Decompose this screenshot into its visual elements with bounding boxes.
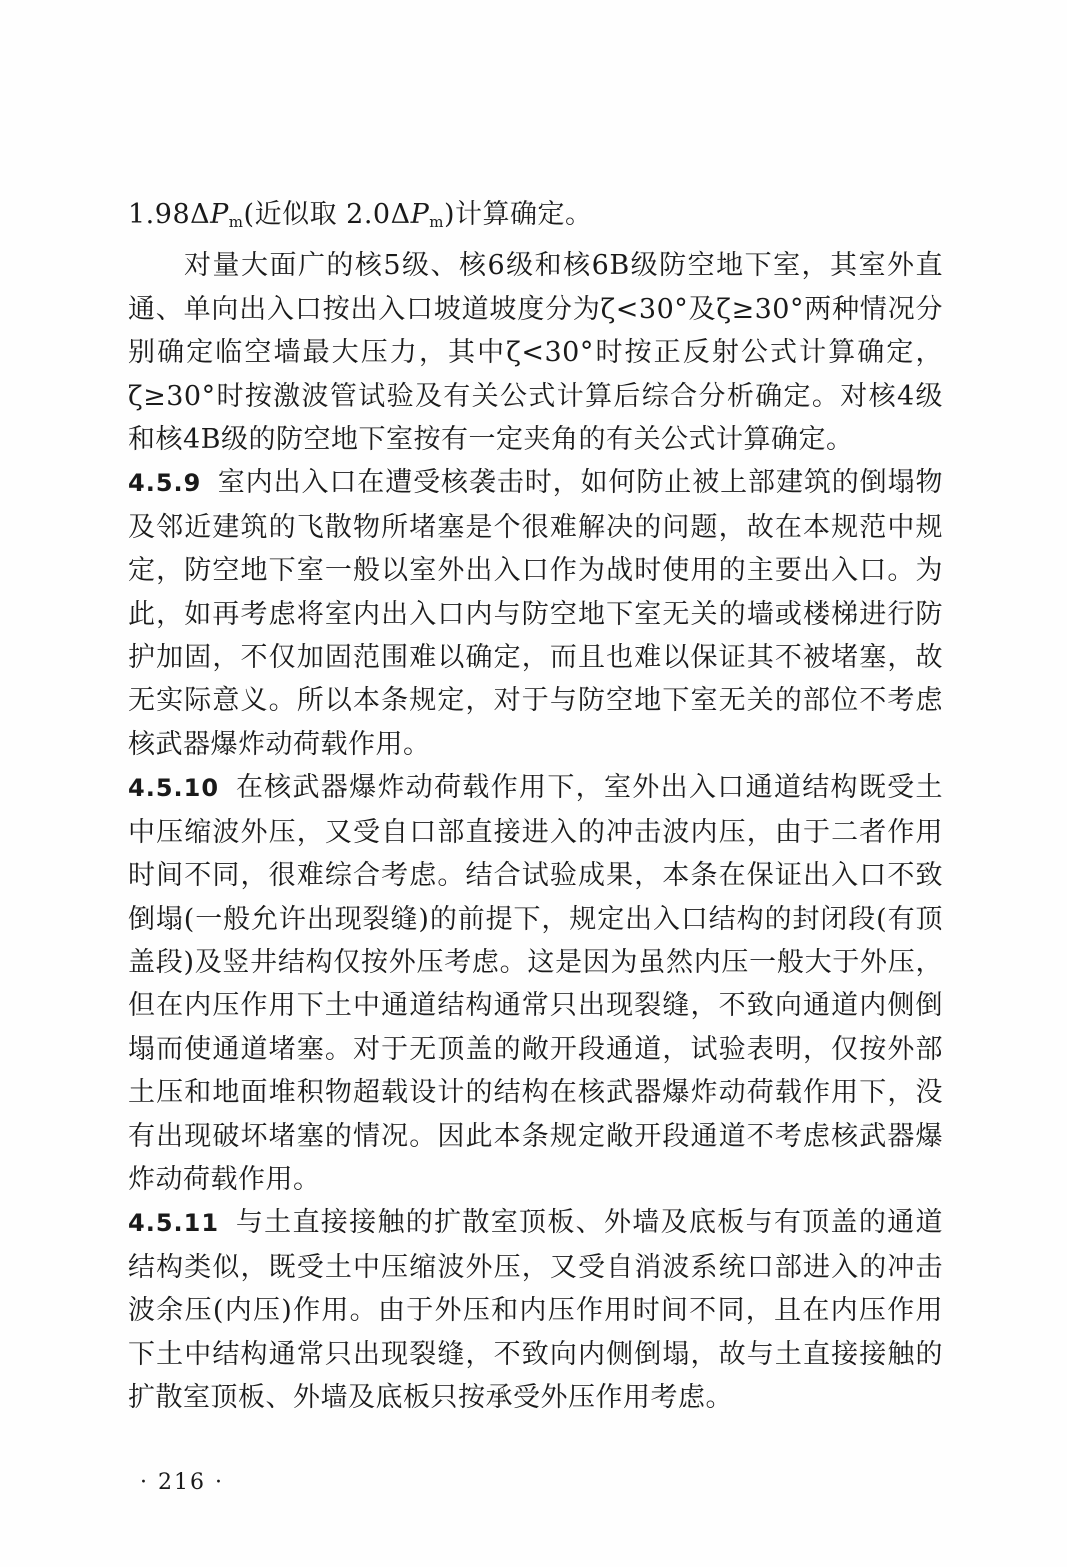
clause-number: 4.5.10 — [128, 774, 220, 803]
clause-paragraph — [128, 461, 943, 766]
paragraph-text: 在核武器爆炸动荷载作用下，室外出入口通道结构既受土中压缩波外压，又受自口部直接进入的冲击波内压，由于二者作用时间不同，很难综合考虑。结合试验成果，本条在保证出入口不致倒塌(一般允许出现裂缝)的前提下，规定出入口结构的封闭段(有顶盖段)及竖井结构仅按外压考虑。这是因为虽然内压一般大于外压，但在内压作用下土中通道结构通常只出现裂缝，不致向通道内侧倒塌而使通道堵塞。对于无顶盖的敞开段通道，试验表明，仅按外部土压和地面堆积物超载设计的结构在核武器爆炸动荷载作用下，没有出现破坏堵塞的情况。因此本条规定敞开段通道不考虑核武器爆炸动荷载作用。 — [128, 772, 943, 1195]
formula-text: )计算确定。 — [444, 199, 593, 230]
formula-text: 1.98Δ — [128, 199, 211, 230]
paragraph-text: 与土直接接触的扩散室顶板、外墙及底板与有顶盖的通道结构类似，既受土中压缩波外压，又受自消波系统口部进入的冲击波余压(内压)作用。由于外压和内压作用时间不同，且在内压作用下土中结构通常只出现裂缝，不致向内侧倒塌，故与土直接接触的扩散室顶板、外墙及底板只按承受外压作用考虑。 — [128, 1207, 943, 1413]
clause-number: 4.5.11 — [128, 1209, 220, 1238]
paragraph-text: 对量大面广的核5级、核6级和核6B级防空地下室，其室外直通、单向出入口按出入口坡道坡度分为ζ<30°及ζ≥30°两种情况分别确定临空墙最大压力，其中ζ<30°时按正反射公式计算确定，ζ≥30°时按激波管试验及有关公式计算后综合分析确定。对核4级和核4B级的防空地下室按有一定夹角的有关公式计算确定。 — [128, 250, 943, 456]
formula-symbol: P — [410, 199, 430, 230]
clause-paragraph — [128, 1201, 943, 1419]
clause-number: 4.5.9 — [128, 469, 202, 498]
formula-text: (近似取 2.0Δ — [243, 199, 411, 230]
paragraph-text: 室内出入口在遭受核袭击时，如何防止被上部建筑的倒塌物及邻近建筑的飞散物所堵塞是个很难解决的问题，故在本规范中规定，防空地下室一般以室外出入口作为战时使用的主要出入口。为此，如再考虑将室内出入口内与防空地下室无关的墙或楼梯进行防护加固，不仅加固范围难以确定，而且也难以保证其不被堵塞，故无实际意义。所以本条规定，对于与防空地下室无关的部位不考虑核武器爆炸动荷载作用。 — [128, 467, 943, 760]
formula-subscript: m — [228, 213, 244, 231]
paragraph-continuation — [128, 193, 943, 244]
paragraph — [128, 244, 943, 461]
page-number: · 216 · — [140, 1470, 224, 1495]
clause-paragraph — [128, 766, 943, 1201]
formula-subscript: m — [429, 213, 444, 231]
body-text — [128, 193, 943, 1419]
formula-symbol: P — [210, 199, 229, 230]
